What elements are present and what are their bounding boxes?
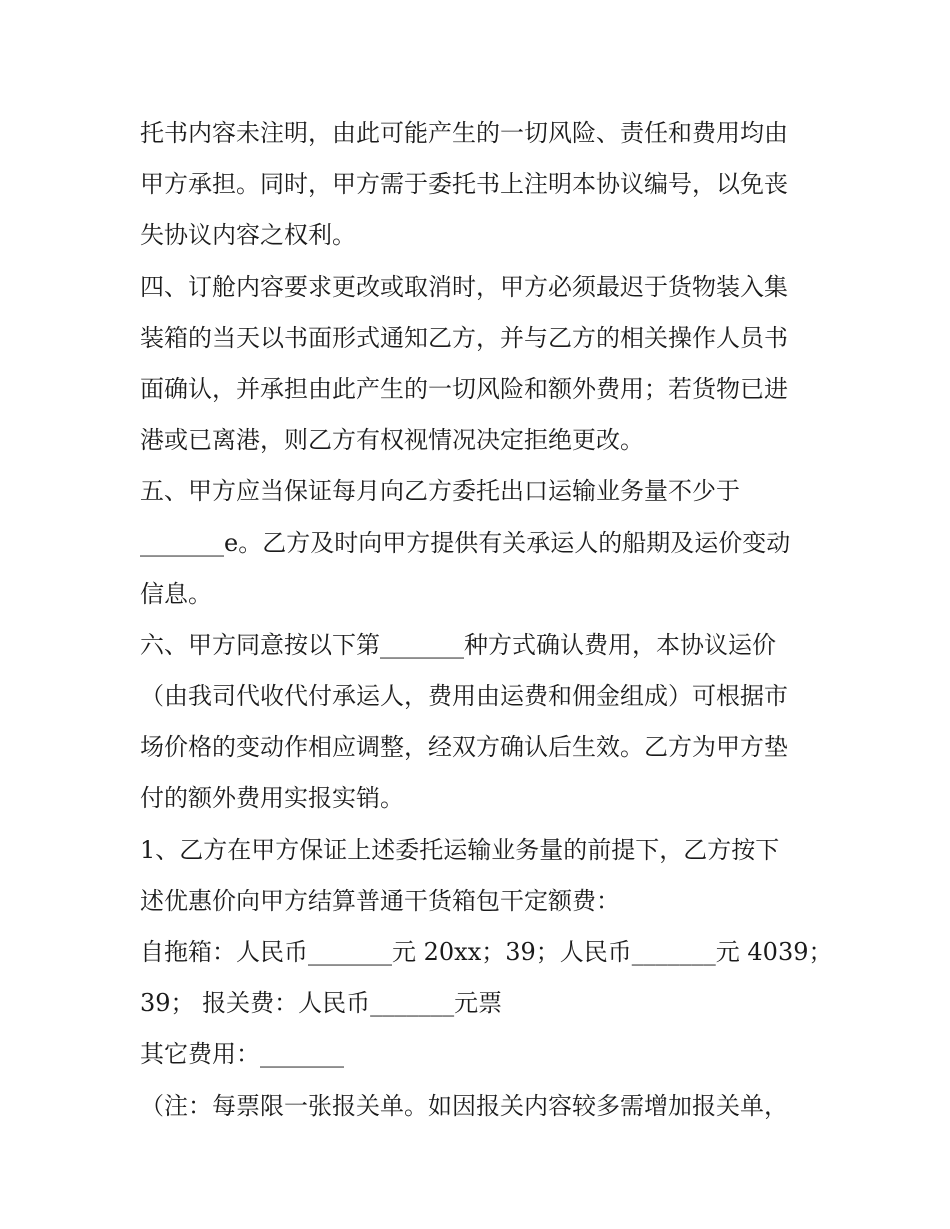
text-line: 面确认，并承担由此产生的一切风险和额外费用；若货物已进 bbox=[140, 374, 788, 403]
text-line: 托书内容未注明，由此可能产生的一切风险、责任和费用均由 bbox=[140, 119, 788, 147]
section-four-line: 四、订舱内容要求更改或取消时，甲方必须最迟于货物装入集 bbox=[140, 272, 788, 301]
section-six-line: 六、甲方同意按以下第_______种方式确认费用，本协议运价 bbox=[140, 630, 776, 659]
clause-one-line: 1、乙方在甲方保证上述委托运输业务量的前提下，乙方按下 bbox=[140, 835, 780, 864]
text-line: 信息。 bbox=[140, 579, 212, 608]
text-line: 付的额外费用实报实销。 bbox=[140, 784, 404, 813]
other-fees-line: 其它费用：_______ bbox=[140, 1040, 344, 1069]
text-line: _______e。乙方及时向甲方提供有关承运人的船期及运价变动 bbox=[140, 528, 791, 557]
text-line: （由我司代收代付承运人，费用由运费和佣金组成）可根据市 bbox=[140, 682, 788, 711]
text-line: 失协议内容之权利。 bbox=[140, 221, 356, 250]
fee-line: 39； 报关费：人民币_______元票 bbox=[140, 989, 503, 1018]
contract-body-text bbox=[140, 108, 833, 1132]
section-five-line: 五、甲方应当保证每月向乙方委托出口运输业务量不少于 bbox=[140, 477, 740, 506]
text-line: 述优惠价向甲方结算普通干货箱包干定额费： bbox=[140, 886, 620, 915]
text-line: 港或已离港，则乙方有权视情况决定拒绝更改。 bbox=[140, 426, 644, 455]
note-line: （注：每票限一张报关单。如因报关内容较多需增加报关单， bbox=[140, 1091, 788, 1120]
text-line: 装箱的当天以书面形式通知乙方，并与乙方的相关操作人员书 bbox=[140, 323, 788, 352]
fee-line: 自拖箱：人民币_______元 20xx；39；人民币_______元 4039； bbox=[140, 938, 833, 966]
text-line: 甲方承担。同时，甲方需于委托书上注明本协议编号，以免丧 bbox=[140, 170, 788, 199]
text-line: 场价格的变动作相应调整，经双方确认后生效。乙方为甲方垫 bbox=[140, 733, 788, 762]
